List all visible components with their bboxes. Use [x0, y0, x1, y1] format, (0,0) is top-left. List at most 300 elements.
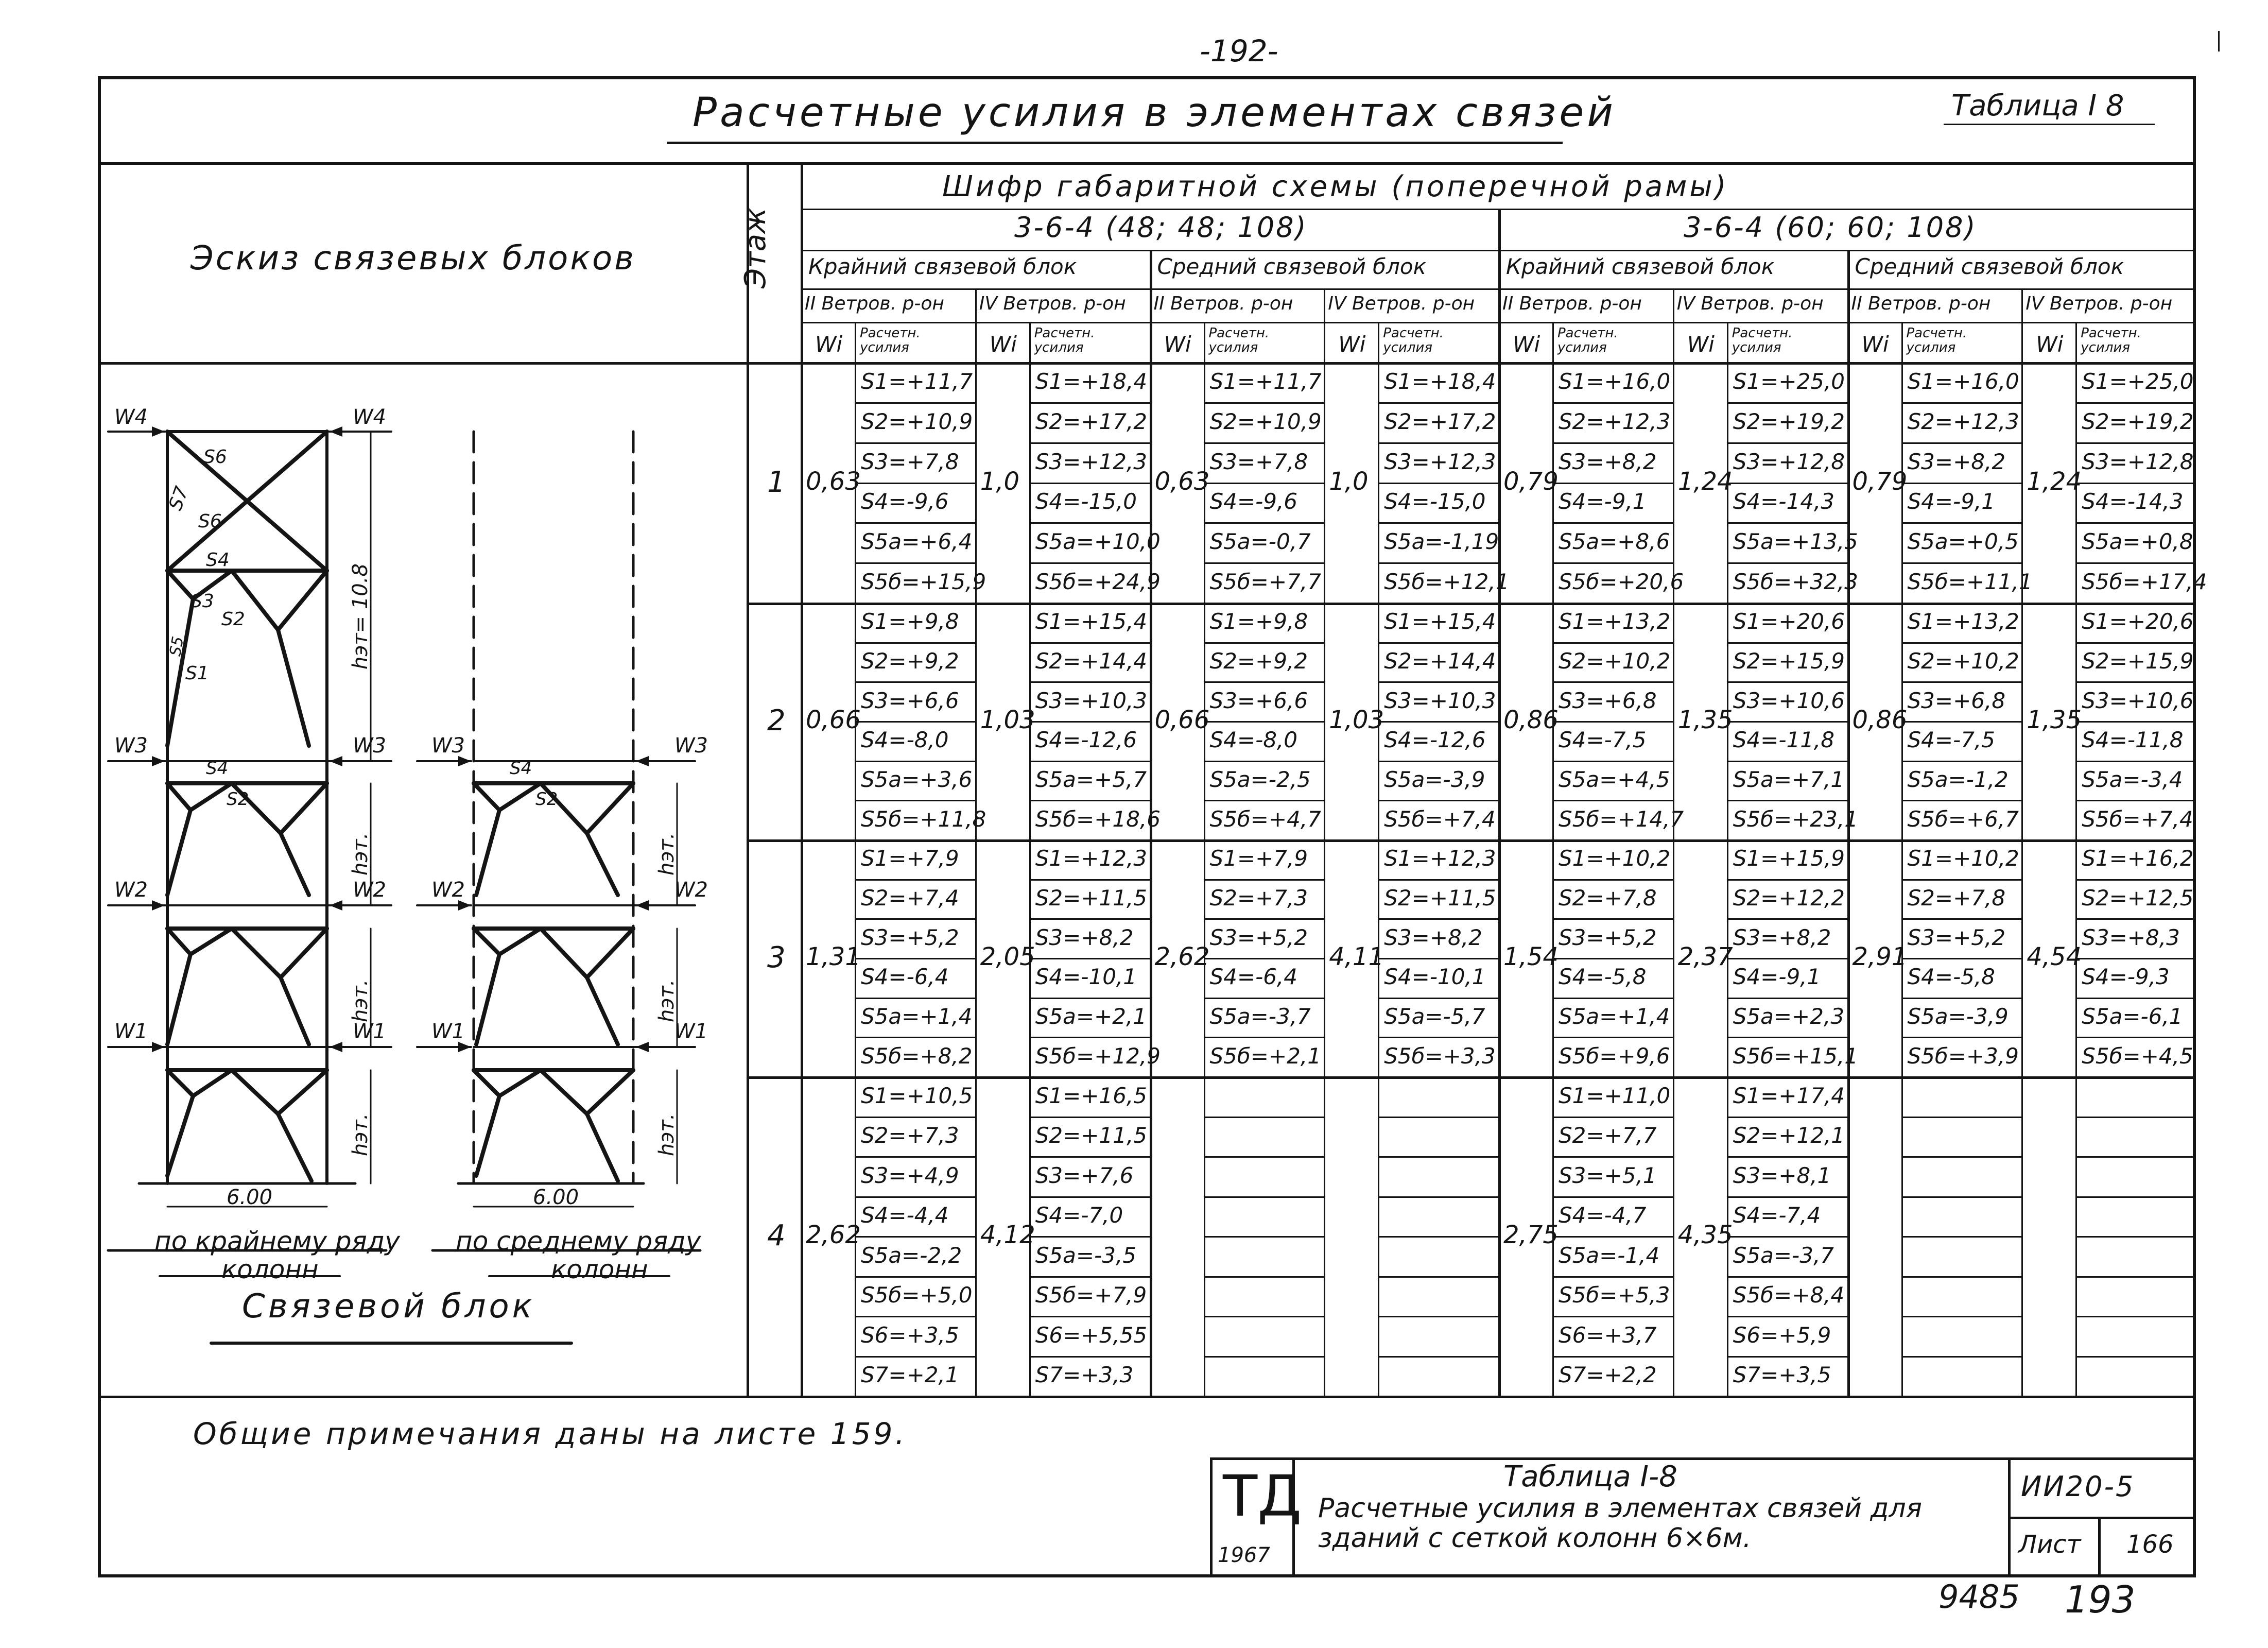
force-value: S5б=+2,1	[1209, 1043, 1321, 1069]
col-wi-4: Wi	[1513, 332, 1540, 357]
force-row-line	[1378, 1196, 1498, 1198]
force-value: S4=-9,6	[1209, 489, 1298, 514]
force-value: S5a=-2,2	[861, 1242, 962, 1268]
force-value: S4=-8,0	[1209, 727, 1298, 753]
wi-value: 4,11	[1329, 942, 1384, 971]
table-label-underline	[1944, 124, 2155, 125]
force-value: S3=+7,8	[1209, 449, 1308, 474]
row-separator-1	[747, 603, 2196, 605]
force-value: S4=-15,0	[1035, 489, 1137, 514]
force-row-line	[1029, 761, 1150, 762]
force-row-line	[1204, 642, 1324, 644]
wind-divider-1	[975, 288, 977, 1396]
force-row-line	[1552, 442, 1673, 444]
force-value: S1=+18,4	[1035, 368, 1148, 394]
force-row-line	[1552, 1316, 1673, 1317]
wind-label-w3-right: W3	[353, 734, 386, 758]
force-row-line	[1901, 1276, 2022, 1278]
force-value: S5a=+8,6	[1559, 529, 1670, 555]
force-row-line	[2075, 1276, 2196, 1278]
force-value: S5a=-5,7	[1384, 1004, 1485, 1029]
wind-label-w1-mid-left: W1	[431, 1020, 465, 1043]
force-value: S3=+8,2	[1733, 924, 1831, 950]
force-row-line	[1552, 918, 1673, 920]
force-row-line	[1029, 402, 1150, 404]
force-row-line	[855, 1356, 975, 1358]
force-value: S4=-6,4	[1209, 964, 1298, 990]
force-row-line	[855, 483, 975, 484]
stamp-description: Расчетные усилия в элементах связей для зданий с сеткой колонн 6×6м.	[1318, 1493, 1922, 1554]
floor-number-2: 2	[767, 704, 786, 737]
force-row-line	[1552, 958, 1673, 959]
stamp-table-ref: Таблица I-8	[1503, 1460, 1677, 1494]
force-value: S5б=+23,1	[1733, 806, 1858, 832]
force-value: S6=+5,9	[1733, 1322, 1831, 1348]
force-row-line	[1552, 1276, 1673, 1278]
force-row-line	[1901, 1236, 2022, 1238]
force-value: S5б=+7,9	[1035, 1282, 1147, 1308]
sketch-divider	[747, 162, 749, 1396]
bottom-number-1: 9485	[1938, 1578, 2020, 1616]
force-row-line	[1727, 681, 1847, 683]
force-value: S1=+10,2	[1559, 846, 1671, 871]
force-value: S1=+9,8	[861, 609, 959, 634]
force-row-line	[1552, 642, 1673, 644]
force-value: S5a=+1,4	[861, 1004, 973, 1029]
wi-value: 2,37	[1677, 942, 1733, 971]
force-value: S3=+6,8	[1907, 688, 2006, 713]
height-label-3: hэт.	[349, 832, 372, 876]
force-value: S3=+8,2	[1384, 924, 1482, 950]
force-value: S4=-7,0	[1035, 1203, 1123, 1228]
wi-value: 1,31	[806, 942, 861, 971]
force-row-line	[1029, 800, 1150, 801]
caption-left-1: по крайнему ряду	[154, 1226, 400, 1256]
force-row-line	[1727, 1316, 1847, 1317]
wind-label-w2-left: W2	[114, 878, 148, 902]
wi-value: 2,05	[980, 942, 1035, 971]
bottom-number-2: 193	[2065, 1578, 2136, 1621]
force-row-line	[1378, 1037, 1498, 1038]
force-row-line	[1901, 1196, 2022, 1198]
force-value: S2=+12,2	[1733, 885, 1845, 911]
force-value: S4=-11,8	[1733, 727, 1834, 753]
force-value: S1=+12,3	[1384, 846, 1496, 871]
force-value: S5a=-1,2	[1907, 767, 2009, 792]
force-value: S3=+6,8	[1559, 688, 1657, 713]
force-value: S1=+20,6	[2082, 609, 2194, 634]
force-row-line	[2075, 402, 2196, 404]
force-value: S5a=+2,3	[1733, 1004, 1845, 1029]
force-row-line	[1204, 442, 1324, 444]
col-wi-1: Wi	[989, 332, 1017, 357]
force-value: S4=-5,8	[1907, 964, 1996, 990]
wi-value: 1,54	[1503, 942, 1559, 971]
force-value: S4=-10,1	[1035, 964, 1137, 990]
wind-divider-5	[1673, 288, 1674, 1396]
force-row-line	[1378, 1156, 1498, 1158]
width-label-left: 6.00	[227, 1186, 273, 1209]
force-row-line	[1727, 761, 1847, 762]
force-value: S1=+25,0	[1733, 368, 1845, 394]
force-row-line	[2075, 442, 2196, 444]
force-value: S3=+12,3	[1384, 449, 1496, 474]
force-value: S5б=+24,9	[1035, 569, 1161, 595]
floor-number-4: 4	[767, 1219, 786, 1252]
force-row-line	[1901, 1356, 2022, 1358]
member-label-s6b: S6	[198, 511, 222, 532]
member-label-s7: S7	[165, 484, 193, 513]
force-value: S3=+8,3	[2082, 924, 2180, 950]
force-row-line	[1204, 402, 1324, 404]
force-row-line	[2075, 1156, 2196, 1158]
wi-value: 2,75	[1503, 1221, 1559, 1249]
force-value: S5a=+6,4	[861, 529, 973, 555]
force-value: S2=+10,9	[1209, 408, 1322, 434]
force-row-line	[855, 681, 975, 683]
wind-region-6: II Ветров. р-он	[1851, 293, 1991, 314]
force-value: S4=-9,1	[1733, 964, 1821, 990]
floor-divider	[801, 162, 803, 1396]
force-value: S5a=-6,1	[2082, 1004, 2183, 1029]
force-row-line	[1552, 721, 1673, 723]
wi-value: 1,03	[1329, 706, 1384, 734]
force-value: S4=-12,6	[1035, 727, 1137, 753]
col-force-4: Расчетн. усилия	[1557, 325, 1618, 355]
force-value: S1=+9,8	[1209, 609, 1308, 634]
force-value: S2=+19,2	[1733, 408, 1845, 434]
force-row-line	[1901, 483, 2022, 484]
force-row-line	[1204, 1037, 1324, 1038]
force-value: S5a=+13,5	[1733, 529, 1858, 555]
force-row-line	[855, 562, 975, 564]
force-row-line	[1727, 642, 1847, 644]
force-row-line	[1378, 681, 1498, 683]
force-value: S6=+3,5	[861, 1322, 959, 1348]
force-row-line	[1727, 998, 1847, 999]
force-value: S3=+10,3	[1384, 688, 1496, 713]
stamp-hline	[2008, 1517, 2196, 1519]
force-value: S3=+10,6	[2082, 688, 2194, 713]
block-type-3: Средний связевой блок	[1855, 254, 2124, 279]
force-value: S5a=+0,5	[1907, 529, 2019, 555]
force-value: S4=-7,5	[1907, 727, 1996, 753]
force-row-line	[1204, 1196, 1324, 1198]
force-row-line	[2075, 1037, 2196, 1038]
force-value: S6=+3,7	[1559, 1322, 1657, 1348]
force-value: S3=+5,2	[1209, 924, 1308, 950]
wi-value: 2,62	[806, 1221, 861, 1249]
force-value: S2=+7,3	[861, 1123, 959, 1148]
force-row-line	[1378, 1236, 1498, 1238]
force-row-line	[2075, 1236, 2196, 1238]
force-row-line	[1901, 721, 2022, 723]
force-value: S3=+8,2	[1559, 449, 1657, 474]
stamp-div-3	[2098, 1517, 2101, 1577]
force-row-line	[2075, 483, 2196, 484]
force-value: S1=+10,5	[861, 1083, 973, 1108]
force-row-line	[1552, 761, 1673, 762]
force-value: S4=-11,8	[2082, 727, 2184, 753]
wind-label-w1-right: W1	[353, 1020, 386, 1043]
block-type-2: Крайний связевой блок	[1506, 254, 1775, 279]
force-value: S2=+10,2	[1907, 648, 2019, 674]
force-row-line	[1378, 761, 1498, 762]
force-row-line	[1378, 1356, 1498, 1358]
force-row-line	[1727, 402, 1847, 404]
stamp-year: 1967	[1218, 1543, 1270, 1567]
force-row-line	[2075, 761, 2196, 762]
force-value: S1=+18,4	[1384, 368, 1496, 394]
force-value: S5a=+0,8	[2082, 529, 2193, 555]
force-row-line	[2075, 918, 2196, 920]
wi-value: 0,63	[806, 467, 861, 496]
force-value: S5б=+14,7	[1559, 806, 1684, 832]
wi-value: 2,91	[1852, 942, 1908, 971]
force-value: S5б=+7,7	[1209, 569, 1321, 595]
force-row-line	[1901, 998, 2022, 999]
force-value: S5б=+4,5	[2082, 1043, 2193, 1069]
force-row-line	[855, 918, 975, 920]
member-label-s1: S1	[185, 663, 209, 684]
force-value: S5б=+18,6	[1035, 806, 1161, 832]
force-value: S2=+14,4	[1035, 648, 1148, 674]
force-row-line	[1901, 1117, 2022, 1118]
force-row-line	[1552, 1356, 1673, 1358]
force-row-line	[855, 1316, 975, 1317]
force-row-line	[1727, 958, 1847, 959]
force-row-line	[1029, 958, 1150, 959]
force-row-line	[1727, 1117, 1847, 1118]
force-value: S4=-7,5	[1559, 727, 1647, 753]
force-value: S2=+10,2	[1559, 648, 1671, 674]
force-value: S4=-10,1	[1384, 964, 1486, 990]
wind-label-w1-mid-right: W1	[674, 1020, 708, 1043]
force-value: S1=+7,9	[861, 846, 959, 871]
force-row-line	[855, 879, 975, 881]
force-row-line	[1727, 522, 1847, 524]
force-row-line	[2075, 1316, 2196, 1317]
force-value: S6=+5,55	[1035, 1322, 1148, 1348]
member-label-s3: S3	[191, 591, 214, 612]
force-value: S5б=+4,7	[1209, 806, 1321, 832]
wi-value: 2,62	[1154, 942, 1210, 971]
force-value: S4=-14,3	[2082, 489, 2184, 514]
force-row-line	[1901, 522, 2022, 524]
force-value: S1=+17,4	[1733, 1083, 1845, 1108]
wi-value: 4,35	[1677, 1221, 1733, 1249]
member-label-s5: S5	[166, 635, 188, 658]
force-row-line	[1378, 402, 1498, 404]
force-row-line	[1727, 1236, 1847, 1238]
col-force-1: Расчетн. усилия	[1034, 325, 1095, 355]
force-row-line	[1029, 1236, 1150, 1238]
force-row-line	[1204, 1356, 1324, 1358]
wind-label-w2-mid-left: W2	[431, 878, 465, 902]
block-type-0: Крайний связевой блок	[808, 254, 1077, 279]
scheme-2: 3-6-4 (60; 60; 108)	[1684, 211, 1977, 244]
force-value: S5a=+2,1	[1035, 1004, 1147, 1029]
force-row-line	[855, 642, 975, 644]
force-row-line	[1204, 1316, 1324, 1317]
wi-value: 0,79	[1503, 467, 1559, 496]
force-value: S2=+11,5	[1035, 1123, 1148, 1148]
wind-label-w3-left: W3	[114, 734, 148, 758]
table-bottom-line	[98, 1396, 2196, 1398]
force-value: S4=-9,1	[1559, 489, 1647, 514]
stamp-sheet-label: Лист	[2018, 1530, 2081, 1559]
force-row-line	[2075, 1356, 2196, 1358]
force-row-line	[1552, 402, 1673, 404]
force-row-line	[1378, 522, 1498, 524]
force-value: S7=+3,3	[1035, 1362, 1134, 1388]
force-value: S5a=-3,4	[2082, 767, 2183, 792]
force-row-line	[1029, 721, 1150, 723]
force-value: S2=+7,7	[1559, 1123, 1657, 1148]
force-row-line	[1029, 1117, 1150, 1118]
force-row-line	[1727, 721, 1847, 723]
force-row-line	[1901, 642, 2022, 644]
force-row-line	[1901, 442, 2022, 444]
force-value: S5a=-3,7	[1733, 1242, 1834, 1268]
col-wi-7: Wi	[2036, 332, 2064, 357]
force-row-line	[1204, 800, 1324, 801]
force-row-line	[1378, 442, 1498, 444]
force-value: S5б=+3,9	[1907, 1043, 2019, 1069]
force-value: S3=+8,2	[1907, 449, 2006, 474]
height-label-1: hэт.	[349, 1113, 372, 1156]
force-row-line	[1029, 522, 1150, 524]
header-top-line	[98, 162, 2196, 165]
sketch-title: Эскиз связевых блоков	[191, 239, 636, 278]
force-row-line	[1901, 681, 2022, 683]
wi-value: 4,54	[2027, 942, 2082, 971]
wi-value: 0,63	[1154, 467, 1210, 496]
force-value: S1=+10,2	[1907, 846, 2019, 871]
force-row-line	[1029, 1276, 1150, 1278]
force-value: S2=+7,8	[1907, 885, 2006, 911]
force-row-line	[1204, 918, 1324, 920]
force-value: S3=+5,2	[1559, 924, 1657, 950]
force-value: S2=+17,2	[1035, 408, 1148, 434]
force-value: S5б=+5,0	[861, 1282, 973, 1308]
force-value: S5б=+8,2	[861, 1043, 973, 1069]
wind-label-w3-mid-left: W3	[431, 734, 465, 758]
force-value: S2=+7,4	[861, 885, 959, 911]
wind-label-w3-mid-right: W3	[674, 734, 708, 758]
force-row-line	[1901, 1156, 2022, 1158]
force-row-line	[1727, 442, 1847, 444]
force-value: S4=-5,8	[1559, 964, 1647, 990]
scheme-1: 3-6-4 (48; 48; 108)	[1014, 211, 1308, 244]
force-value: S4=-6,4	[861, 964, 949, 990]
force-value: S5б=+15,9	[861, 569, 986, 595]
force-value: S5a=+10,0	[1035, 529, 1161, 555]
force-value: S2=+12,3	[1907, 408, 2019, 434]
force-row-line	[1029, 1156, 1150, 1158]
force-value: S5б=+8,4	[1733, 1282, 1845, 1308]
force-row-line	[2075, 681, 2196, 683]
force-value: S1=+7,9	[1209, 846, 1308, 871]
force-row-line	[1552, 1196, 1673, 1198]
force-value: S5a=+4,5	[1559, 767, 1670, 792]
height-label-r3: hэт.	[655, 832, 679, 876]
caption-main: Связевой блок	[242, 1288, 535, 1326]
force-value: S3=+5,2	[1907, 924, 2006, 950]
force-value: S1=+25,0	[2082, 368, 2194, 394]
force-value: S5a=-3,9	[1907, 1004, 2009, 1029]
force-row-line	[1204, 879, 1324, 881]
force-row-line	[1727, 1356, 1847, 1358]
force-row-line	[855, 402, 975, 404]
wi-value: 1,24	[1677, 467, 1733, 496]
force-row-line	[1552, 1156, 1673, 1158]
force-row-line	[1378, 998, 1498, 999]
force-row-line	[1727, 800, 1847, 801]
col-force-0: Расчетн. усилия	[860, 325, 921, 355]
force-value: S5б=+7,4	[1384, 806, 1496, 832]
force-row-line	[1378, 958, 1498, 959]
force-row-line	[1552, 1117, 1673, 1118]
force-row-line	[2075, 998, 2196, 999]
force-value: S5б=+11,8	[861, 806, 986, 832]
force-row-line	[1727, 1276, 1847, 1278]
force-value: S4=-4,7	[1559, 1203, 1647, 1228]
force-row-line	[1901, 918, 2022, 920]
force-value: S4=-9,1	[1907, 489, 1996, 514]
force-value: S5a=+5,7	[1035, 767, 1147, 792]
force-value: S1=+11,7	[861, 368, 973, 394]
force-value: S1=+11,7	[1209, 368, 1322, 394]
force-value: S2=+19,2	[2082, 408, 2194, 434]
force-value: S4=-15,0	[1384, 489, 1486, 514]
wind-region-3: IV Ветров. р-он	[1328, 293, 1475, 314]
force-value: S3=+5,1	[1559, 1162, 1657, 1188]
row-separator-3	[747, 1076, 2196, 1079]
force-value: S5a=-1,4	[1559, 1242, 1660, 1268]
force-row-line	[1378, 642, 1498, 644]
force-value: S7=+2,2	[1559, 1362, 1657, 1388]
force-row-line	[1029, 918, 1150, 920]
force-row-line	[1029, 1037, 1150, 1038]
force-row-line	[855, 1196, 975, 1198]
force-value: S3=+12,8	[1733, 449, 1845, 474]
force-row-line	[1552, 562, 1673, 564]
col-force-7: Расчетн. усилия	[2081, 325, 2141, 355]
wi-value: 1,24	[2027, 467, 2082, 496]
member-label-s2: S2	[221, 609, 245, 630]
force-row-line	[1901, 761, 2022, 762]
force-row-line	[855, 442, 975, 444]
force-row-line	[855, 1037, 975, 1038]
page-title: Расчетные усилия в элементах связей	[692, 90, 1616, 136]
force-row-line	[1204, 562, 1324, 564]
force-value: S2=+10,9	[861, 408, 973, 434]
wind-region-7: IV Ветров. р-он	[2025, 293, 2173, 314]
col-force-5: Расчетн. усилия	[1732, 325, 1793, 355]
force-value: S2=+15,9	[2082, 648, 2194, 674]
force-value: S2=+17,2	[1384, 408, 1496, 434]
wi-value: 1,0	[980, 467, 1020, 496]
force-value: S1=+20,6	[1733, 609, 1845, 634]
force-value: S3=+8,2	[1035, 924, 1134, 950]
wind-divider-3	[1324, 288, 1325, 1396]
wi-value: 1,35	[1677, 706, 1733, 734]
force-value: S1=+15,4	[1035, 609, 1148, 634]
force-value: S4=-12,6	[1384, 727, 1486, 753]
force-row-line	[2075, 879, 2196, 881]
force-value: S2=+11,5	[1384, 885, 1496, 911]
